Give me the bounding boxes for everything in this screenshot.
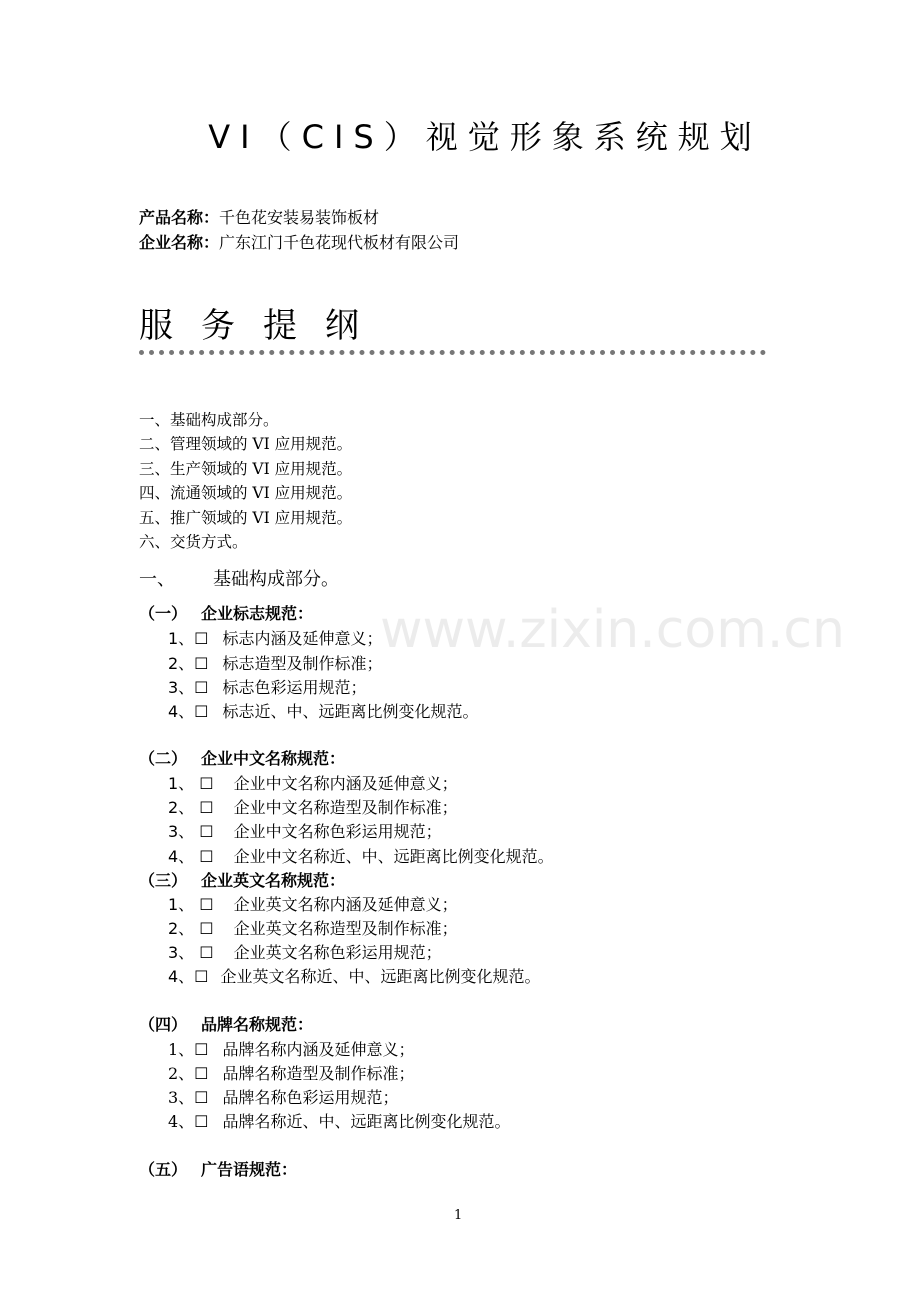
item-text: 品牌名称内涵及延伸意义； <box>222 1040 415 1059</box>
subsection-heading <box>139 746 345 769</box>
outline-item: 四、流通领域的 VI 应用规范。 <box>139 484 353 502</box>
document-title: VI（CIS）视觉形象系统规划 <box>208 118 762 156</box>
list-item <box>168 699 479 722</box>
subsection-title: 企业英文名称规范： <box>201 871 346 890</box>
list-item <box>168 964 541 987</box>
subsection-number: （四） <box>139 1015 188 1034</box>
item-text: 标志内涵及延伸意义； <box>222 629 383 648</box>
item-text: 企业英文名称造型及制作标准； <box>233 919 458 938</box>
list-item <box>168 1085 399 1108</box>
subsection-title: 企业中文名称规范： <box>201 749 346 768</box>
item-text: 企业英文名称色彩运用规范； <box>233 943 442 962</box>
item-number: 2、 ☐ <box>168 798 214 817</box>
item-text: 标志色彩运用规范； <box>222 678 367 697</box>
list-item <box>168 1109 511 1132</box>
item-number: 4、☐ <box>168 702 209 721</box>
product-label: 产品名称： <box>139 208 220 227</box>
list-item <box>168 1061 415 1084</box>
company-value: 广东江门千色花现代板材有限公司 <box>219 233 460 252</box>
watermark: www.zixin.com.cn <box>380 600 845 660</box>
list-item <box>168 819 442 842</box>
item-number: 1、 ☐ <box>168 774 214 793</box>
item-number: 3、☐ <box>168 678 209 697</box>
item-number: 4、 ☐ <box>168 847 214 866</box>
list-item <box>168 916 458 939</box>
item-text: 品牌名称造型及制作标准； <box>222 1064 415 1083</box>
outline-item: 六、交货方式。 <box>139 533 248 551</box>
item-number: 3、 ☐ <box>168 943 214 962</box>
item-number: 3、 ☐ <box>168 822 214 841</box>
service-heading: 服务提纲 <box>139 306 387 346</box>
subsection-number: （二） <box>139 749 188 768</box>
item-text: 标志造型及制作标准； <box>222 654 383 673</box>
outline-item: 三、生产领域的 VI 应用规范。 <box>139 460 353 478</box>
item-text: 企业中文名称近、中、远距离比例变化规范。 <box>233 847 554 866</box>
list-item <box>168 1037 415 1060</box>
page-number: 1 <box>454 1208 463 1223</box>
list-item <box>168 844 554 867</box>
list-item <box>168 651 383 674</box>
subsection-title: 广告语规范： <box>201 1160 298 1179</box>
subsection-heading <box>139 1157 297 1180</box>
item-text: 企业英文名称内涵及延伸意义； <box>233 895 458 914</box>
list-item <box>168 675 367 698</box>
subsection-heading <box>139 1012 313 1035</box>
product-value: 千色花安装易装饰板材 <box>219 208 380 227</box>
item-number: 4、☐ <box>168 1112 209 1131</box>
subsection-heading <box>139 868 345 891</box>
section-title: 基础构成部分。 <box>213 569 339 590</box>
item-text: 企业中文名称造型及制作标准； <box>233 798 458 817</box>
section-number: 一、 <box>139 569 175 590</box>
subsection-title: 品牌名称规范： <box>201 1015 314 1034</box>
outline-item: 二、管理领域的 VI 应用规范。 <box>139 435 353 453</box>
item-number: 2、☐ <box>168 1064 209 1083</box>
subsection-heading <box>139 601 313 624</box>
dotted-divider <box>139 350 766 355</box>
list-item <box>168 892 458 915</box>
item-number: 2、 ☐ <box>168 919 214 938</box>
outline-item: 五、推广领域的 VI 应用规范。 <box>139 509 353 527</box>
list-item <box>168 626 383 649</box>
outline-item: 一、基础构成部分。 <box>139 411 279 429</box>
item-number: 1、 ☐ <box>168 895 214 914</box>
item-number: 1、☐ <box>168 629 209 648</box>
item-text: 企业中文名称色彩运用规范； <box>233 822 442 841</box>
item-number: 2、☐ <box>168 654 209 673</box>
item-number: 3、☐ <box>168 1088 209 1107</box>
list-item <box>168 771 458 794</box>
item-number: 4、☐ <box>168 967 209 986</box>
item-text: 标志近、中、远距离比例变化规范。 <box>222 702 479 721</box>
item-text: 企业中文名称内涵及延伸意义； <box>233 774 458 793</box>
company-label: 企业名称： <box>139 233 220 252</box>
subsection-title: 企业标志规范： <box>201 604 314 623</box>
item-number: 1、☐ <box>168 1040 209 1059</box>
section-heading <box>139 565 339 591</box>
company-line <box>139 230 459 253</box>
list-item <box>168 940 442 963</box>
list-item <box>168 795 458 818</box>
item-text: 企业英文名称近、中、远距离比例变化规范。 <box>220 967 541 986</box>
item-text: 品牌名称色彩运用规范； <box>222 1088 399 1107</box>
subsection-number: （一） <box>139 604 188 623</box>
subsection-number: （五） <box>139 1160 188 1179</box>
product-line <box>139 205 379 228</box>
subsection-number: （三） <box>139 871 188 890</box>
item-text: 品牌名称近、中、远距离比例变化规范。 <box>222 1112 511 1131</box>
